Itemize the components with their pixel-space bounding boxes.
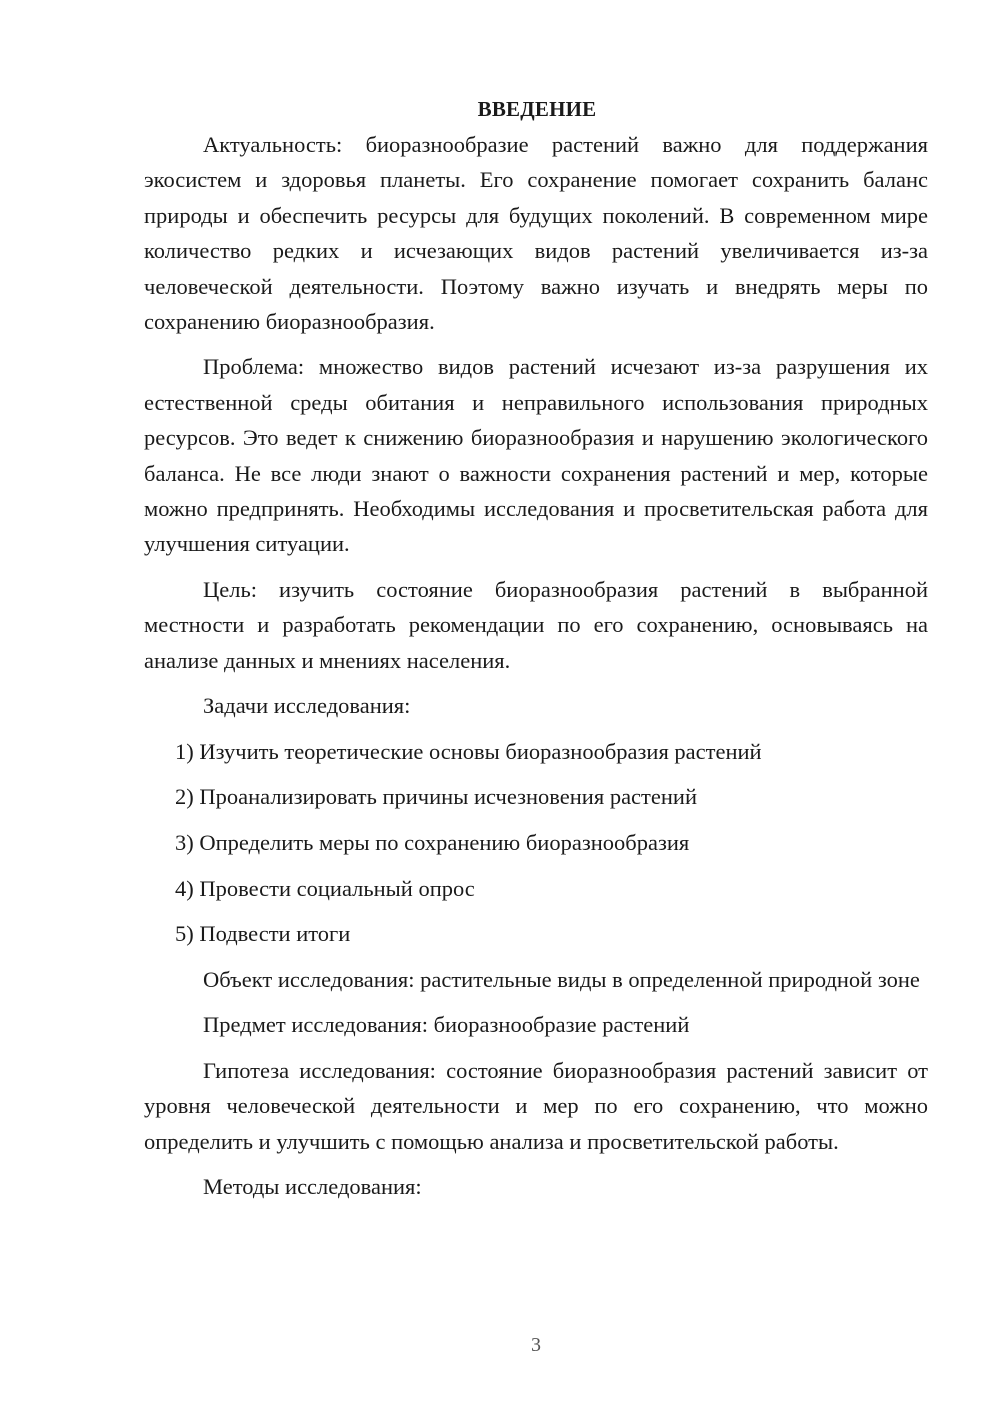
section-heading: ВВЕДЕНИЕ: [477, 97, 597, 121]
document-page: [144, 92, 928, 1214]
list-item: 2) Проанализировать причины исчезновения растений: [175, 784, 697, 810]
goal-paragraph: Цель: изучить состояние биоразнообразия растений в выбранной местности и разработать рекомендации по его сохранению, основываясь на анализе данных и мнениях населения.: [144, 576, 928, 673]
list-item: 5) Подвести итоги: [175, 921, 351, 947]
list-item: 1) Изучить теоретические основы биоразнообразия растений: [175, 738, 762, 764]
tasks-list: [144, 734, 928, 952]
methods-paragraph: Методы исследования:: [203, 1174, 422, 1200]
list-item: 3) Определить меры по сохранению биоразнообразия: [175, 829, 690, 855]
tasks-title: Задачи исследования:: [203, 693, 411, 719]
problem-paragraph: Проблема: множество видов растений исчезают из-за разрушения их естественной среды обитания и неправильного использования природных ресурсов. Это ведет к снижению биоразнообразия и нарушению экологического баланса. Не все люди знают о важности сохранения растений и мер, которые можно предпринять. Необходимы исследования и просветительская работа для улучшения ситуации.: [144, 354, 928, 557]
subject-paragraph: Предмет исследования: биоразнообразие растений: [203, 1012, 690, 1038]
object-paragraph: Объект исследования: растительные виды в определенной природной зоне: [203, 967, 920, 993]
list-item: 4) Провести социальный опрос: [175, 875, 475, 901]
hypothesis-paragraph: Гипотеза исследования: состояние биоразнообразия растений зависит от уровня человеческой деятельности и мер по его сохранению, что можно определить и улучшить с помощью анализа и просветительской работы.: [144, 1057, 928, 1154]
relevance-paragraph: Актуальность: биоразнообразие растений важно для поддержания экосистем и здоровья планеты. Его сохранение помогает сохранить баланс природы и обеспечить ресурсы для будущих поколений. В современном мире количество редких и исчезающих видов растений увеличивается из-за человеческой деятельности. Поэтому важно изучать и внедрять меры по сохранению биоразнообразия.: [144, 132, 928, 335]
page-number: 3: [531, 1334, 541, 1356]
